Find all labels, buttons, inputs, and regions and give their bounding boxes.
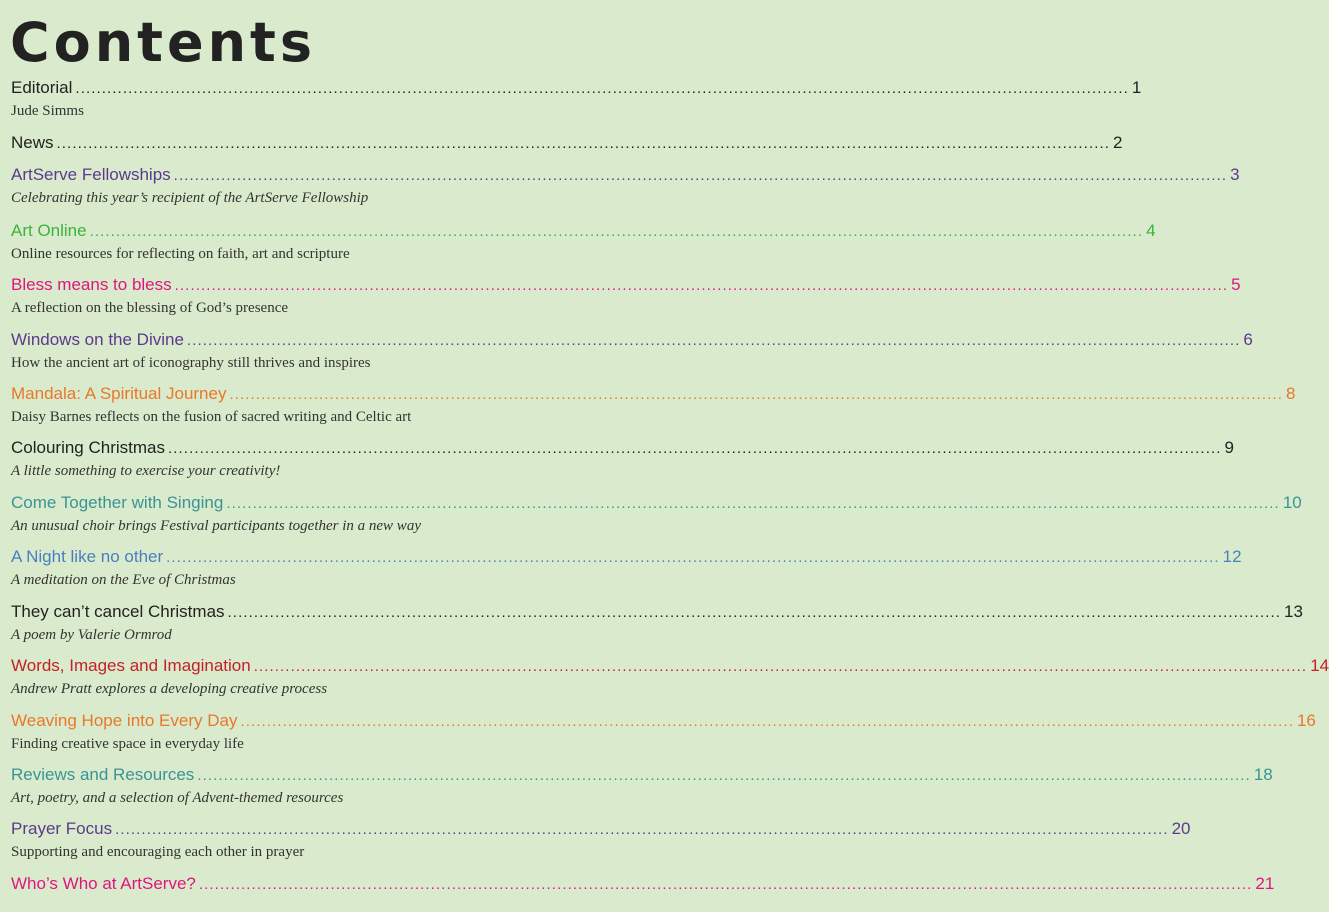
toc-entry-row xyxy=(11,764,1273,786)
toc-entry-page-number: 3 xyxy=(1230,165,1240,184)
toc-entry-page-number: 18 xyxy=(1253,765,1273,784)
toc-entry-title: Who’s Who at ArtServe? xyxy=(11,874,196,893)
toc-entry-page-number: 21 xyxy=(1255,874,1275,893)
toc-entry-title: Editorial xyxy=(11,78,73,97)
dot-leader: ........................................................................................................................................................................................................ xyxy=(174,277,1229,294)
toc-entry-title: Weaving Hope into Every Day xyxy=(11,711,238,730)
toc-entry-description: A poem by Valerie Ormrod xyxy=(11,627,172,643)
toc-entry[interactable] xyxy=(11,601,1303,645)
toc-entry-title: Come Together with Singing xyxy=(11,493,224,512)
toc-entry[interactable] xyxy=(11,818,1191,862)
toc-entry-title: ArtServe Fellowships xyxy=(11,165,171,184)
toc-entry-title: Words, Images and Imagination xyxy=(11,656,251,675)
toc-entry-row xyxy=(11,601,1303,623)
toc-entry-row xyxy=(11,492,1302,514)
toc-entry-description: A little something to exercise your creativity! xyxy=(11,463,281,479)
toc-entry-description: Celebrating this year’s recipient of the ArtServe Fellowship xyxy=(11,190,369,206)
toc-entry-row xyxy=(11,546,1242,568)
dot-leader: ........................................................................................................................................................................................................ xyxy=(166,549,1220,566)
toc-entry-title: News xyxy=(11,133,54,152)
toc-entry-description: Art, poetry, and a selection of Advent-themed resources xyxy=(11,790,344,806)
toc-entry-row xyxy=(11,220,1156,242)
toc-entry-page-number: 20 xyxy=(1171,819,1191,838)
toc-entry-page-number: 9 xyxy=(1224,438,1234,457)
toc-entry[interactable] xyxy=(11,492,1302,536)
toc-entry[interactable] xyxy=(11,132,1123,154)
toc-entry-description: Jude Simms xyxy=(11,103,84,119)
toc-entry-row xyxy=(11,655,1329,677)
toc-entry-title: They can’t cancel Christmas xyxy=(11,602,225,621)
dot-leader: ........................................................................................................................................................................................................ xyxy=(186,332,1241,349)
toc-entry-row xyxy=(11,132,1123,154)
dot-leader: ........................................................................................................................................................................................................ xyxy=(115,821,1169,838)
dot-leader: ........................................................................................................................................................................................................ xyxy=(240,713,1294,730)
toc-entry-title: Reviews and Resources xyxy=(11,765,195,784)
toc-entry-title: Windows on the Divine xyxy=(11,330,184,349)
toc-entry-title: Colouring Christmas xyxy=(11,438,165,457)
toc-entry[interactable] xyxy=(11,220,1156,264)
toc-entry-title: Art Online xyxy=(11,221,87,240)
toc-entry-row xyxy=(11,274,1241,296)
toc-entry-page-number: 14 xyxy=(1310,656,1329,675)
dot-leader: ........................................................................................................................................................................................................ xyxy=(198,876,1253,893)
toc-entry-page-number: 1 xyxy=(1131,78,1142,97)
toc-entry[interactable] xyxy=(11,873,1275,895)
toc-entry-title: Mandala: A Spiritual Journey xyxy=(11,384,227,403)
toc-entry-row xyxy=(11,77,1142,99)
dot-leader: ........................................................................................................................................................................................................ xyxy=(89,223,1144,240)
dot-leader: ........................................................................................................................................................................................................ xyxy=(227,604,1282,621)
dot-leader: ........................................................................................................................................................................................................ xyxy=(56,135,1111,152)
toc-entry[interactable] xyxy=(11,764,1273,808)
toc-entry-page-number: 13 xyxy=(1284,602,1303,621)
toc-entry-description: Daisy Barnes reflects on the fusion of sacred writing and Celtic art xyxy=(11,409,412,425)
toc-entry-row xyxy=(11,437,1234,459)
toc-entry-row xyxy=(11,383,1296,405)
toc-entry-description: Online resources for reflecting on faith, art and scripture xyxy=(11,246,350,262)
toc-entry[interactable] xyxy=(11,437,1234,481)
toc-entry-row xyxy=(11,164,1240,186)
toc-entry[interactable] xyxy=(11,710,1316,754)
toc-entry[interactable] xyxy=(11,546,1242,590)
toc-entry-page-number: 12 xyxy=(1222,547,1242,566)
toc-entry-page-number: 8 xyxy=(1285,384,1296,403)
toc-entry-description: Andrew Pratt explores a developing creative process xyxy=(11,681,328,697)
toc-entry-page-number: 4 xyxy=(1146,221,1156,240)
toc-entry-description: A meditation on the Eve of Christmas xyxy=(11,572,236,588)
toc-entry[interactable] xyxy=(11,164,1240,208)
toc-entry[interactable] xyxy=(11,274,1241,318)
dot-leader: ........................................................................................................................................................................................................ xyxy=(168,440,1222,457)
toc-entry[interactable] xyxy=(11,655,1329,699)
toc-entry-page-number: 16 xyxy=(1296,711,1316,730)
toc-entry-page-number: 2 xyxy=(1113,133,1123,152)
dot-leader: ........................................................................................................................................................................................................ xyxy=(229,386,1283,403)
toc-entry-row xyxy=(11,710,1316,732)
toc-entry-page-number: 6 xyxy=(1243,330,1253,349)
toc-entry-page-number: 5 xyxy=(1231,275,1241,294)
toc-entry-row xyxy=(11,818,1191,840)
toc-entry-description: How the ancient art of iconography still thrives and inspires xyxy=(11,355,371,371)
dot-leader: ........................................................................................................................................................................................................ xyxy=(173,167,1228,184)
page-title: Contents xyxy=(10,11,317,74)
dot-leader: ........................................................................................................................................................................................................ xyxy=(197,767,1251,784)
toc-entry-title: Prayer Focus xyxy=(11,819,113,838)
toc-entry-row xyxy=(11,329,1253,351)
toc-entry[interactable] xyxy=(11,329,1253,373)
dot-leader: ........................................................................................................................................................................................................ xyxy=(253,658,1308,675)
toc-entry-page-number: 10 xyxy=(1282,493,1302,512)
toc-entry-title: A Night like no other xyxy=(11,547,164,566)
toc-entry-description: A reflection on the blessing of God’s presence xyxy=(11,300,289,316)
dot-leader: ........................................................................................................................................................................................................ xyxy=(226,495,1280,512)
toc-entry-description: Finding creative space in everyday life xyxy=(11,736,244,752)
dot-leader: ........................................................................................................................................................................................................ xyxy=(75,80,1129,97)
toc-entry[interactable] xyxy=(11,77,1142,121)
toc-entry-title: Bless means to bless xyxy=(11,275,172,294)
toc-entry[interactable] xyxy=(11,383,1296,427)
toc-entry-row xyxy=(11,873,1275,895)
toc-entry-description: Supporting and encouraging each other in prayer xyxy=(11,844,305,860)
toc-entry-description: An unusual choir brings Festival participants together in a new way xyxy=(11,518,421,534)
